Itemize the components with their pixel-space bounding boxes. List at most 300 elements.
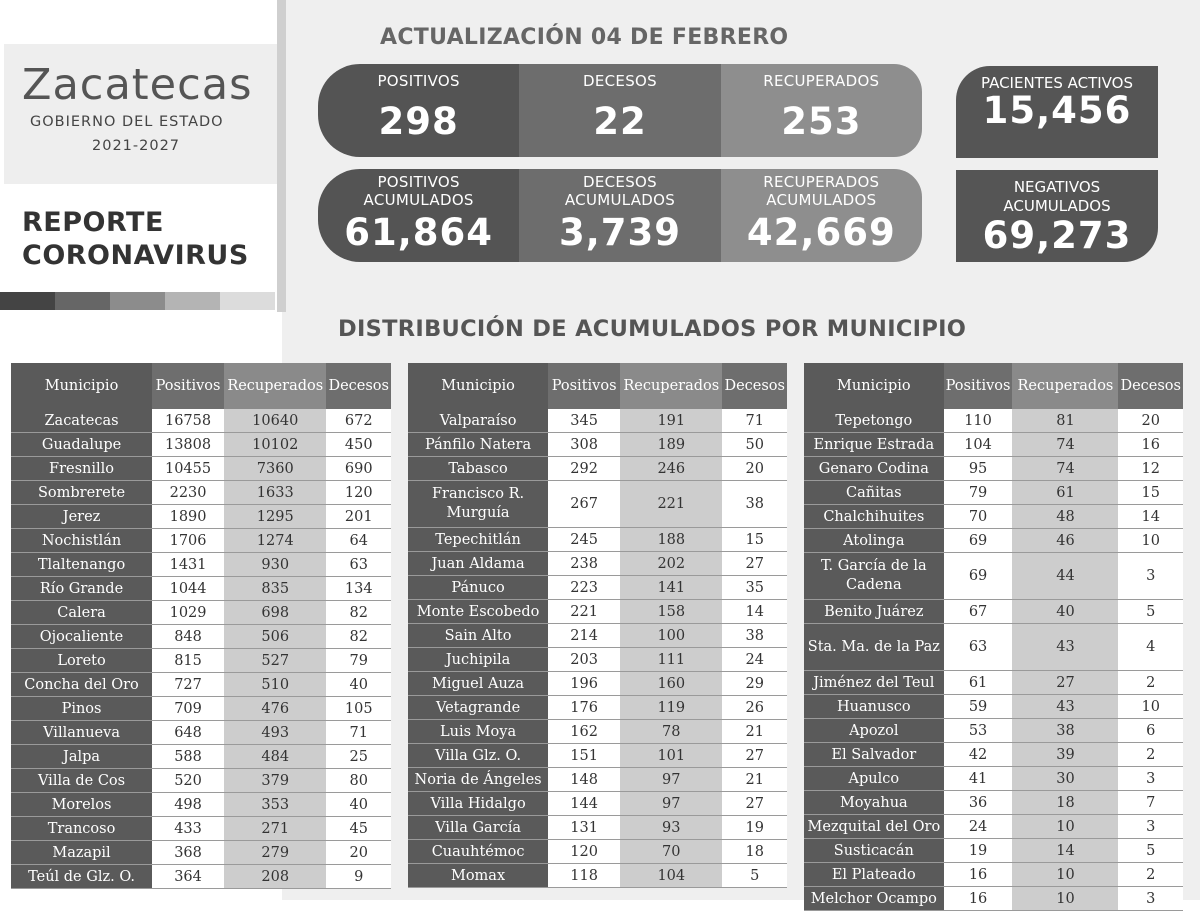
table-cell: 267 xyxy=(548,481,620,528)
table-cell: 40 xyxy=(1012,600,1118,624)
table-cell: 20 xyxy=(326,841,391,865)
table-row xyxy=(408,696,787,720)
table-cell: Enrique Estrada xyxy=(804,433,944,457)
label-line: DECESOS xyxy=(583,173,657,191)
table-cell: Morelos xyxy=(11,793,152,817)
table-cell: 2 xyxy=(1118,671,1183,695)
table-row xyxy=(408,624,787,648)
table-row xyxy=(804,553,1183,600)
table-cell: 131 xyxy=(548,816,620,840)
table-cell: Juchipila xyxy=(408,648,548,672)
table-cell: 12 xyxy=(1118,457,1183,481)
table-cell: 476 xyxy=(224,697,326,721)
table-cell: 45 xyxy=(326,817,391,841)
table-cell: 42 xyxy=(944,743,1013,767)
table-header-row xyxy=(804,363,1183,409)
table-cell: Momax xyxy=(408,864,548,888)
table-cell: 148 xyxy=(548,768,620,792)
table-cell: 13808 xyxy=(152,433,224,457)
column-header: Positivos xyxy=(152,363,224,409)
column-header: Recuperados xyxy=(224,363,326,409)
table-cell: 24 xyxy=(722,648,787,672)
table-row xyxy=(408,457,787,481)
table-cell: 930 xyxy=(224,553,326,577)
table-cell: 10 xyxy=(1012,815,1118,839)
table-cell: 38 xyxy=(1012,719,1118,743)
table-cell: 690 xyxy=(326,457,391,481)
table-cell: 40 xyxy=(326,673,391,697)
table-cell: 10 xyxy=(1012,863,1118,887)
table-cell: 246 xyxy=(620,457,722,481)
table-cell: 160 xyxy=(620,672,722,696)
table-cell: 70 xyxy=(944,505,1013,529)
table-row xyxy=(804,767,1183,791)
column-header: Positivos xyxy=(944,363,1013,409)
table-cell: 353 xyxy=(224,793,326,817)
table-row xyxy=(11,865,391,889)
table-cell: 100 xyxy=(620,624,722,648)
table-cell: 271 xyxy=(224,817,326,841)
accumulated-deaths-label xyxy=(519,173,720,209)
table-cell: 3 xyxy=(1118,887,1183,911)
table-row xyxy=(11,409,391,433)
table-cell: Benito Juárez xyxy=(804,600,944,624)
column-header: Recuperados xyxy=(1012,363,1118,409)
table-cell: Tepechitlán xyxy=(408,528,548,552)
negatives-label xyxy=(956,178,1158,216)
accumulated-positive-label xyxy=(318,173,519,209)
color-stripe xyxy=(165,292,220,310)
table-cell: Jerez xyxy=(11,505,152,529)
table-cell: T. García de la Cadena xyxy=(804,553,944,600)
table-cell: Miguel Auza xyxy=(408,672,548,696)
table-cell: Trancoso xyxy=(11,817,152,841)
table-cell: 29 xyxy=(722,672,787,696)
table-row xyxy=(11,625,391,649)
table-cell: 82 xyxy=(326,625,391,649)
table-cell: 16 xyxy=(944,863,1013,887)
table-cell: 35 xyxy=(722,576,787,600)
table-cell: 221 xyxy=(548,600,620,624)
table-row xyxy=(408,816,787,840)
table-cell: 38 xyxy=(722,481,787,528)
table-cell: 74 xyxy=(1012,433,1118,457)
label-line: ACUMULADOS xyxy=(1003,197,1111,215)
table-cell: Chalchihuites xyxy=(804,505,944,529)
table-cell: Nochistlán xyxy=(11,529,152,553)
label-line: NEGATIVOS xyxy=(1013,178,1101,196)
table-cell: 151 xyxy=(548,744,620,768)
table-cell: Francisco R. Murguía xyxy=(408,481,548,528)
table-row xyxy=(804,529,1183,553)
table-header-row xyxy=(408,363,787,409)
table-row xyxy=(11,769,391,793)
table-cell: 79 xyxy=(326,649,391,673)
label-line: POSITIVOS xyxy=(377,173,460,191)
table-cell: Villa García xyxy=(408,816,548,840)
table-row xyxy=(408,600,787,624)
table-header-row xyxy=(11,363,391,409)
table-cell: 4 xyxy=(1118,624,1183,671)
table-cell: 25 xyxy=(326,745,391,769)
table-cell: 196 xyxy=(548,672,620,696)
table-cell: 238 xyxy=(548,552,620,576)
report-title-line1: REPORTE xyxy=(22,207,164,238)
table-cell: 27 xyxy=(722,552,787,576)
table-cell: 27 xyxy=(1012,671,1118,695)
table-cell: 203 xyxy=(548,648,620,672)
table-cell: 10 xyxy=(1118,529,1183,553)
government-label: GOBIERNO DEL ESTADO xyxy=(30,114,224,130)
table-row xyxy=(11,457,391,481)
table-row xyxy=(408,433,787,457)
table-cell: 104 xyxy=(944,433,1013,457)
daily-positive-value: 298 xyxy=(378,100,459,143)
table-cell: 10 xyxy=(1118,695,1183,719)
table-cell: Villa Glz. O. xyxy=(408,744,548,768)
active-patients-value: 15,456 xyxy=(982,89,1132,132)
table-cell: Apulco xyxy=(804,767,944,791)
table-cell: El Plateado xyxy=(804,863,944,887)
table-cell: 1295 xyxy=(224,505,326,529)
table-cell: Jiménez del Teul xyxy=(804,671,944,695)
table-cell: Villa Hidalgo xyxy=(408,792,548,816)
table-cell: Zacatecas xyxy=(11,409,152,433)
table-cell: 201 xyxy=(326,505,391,529)
table-cell: Luis Moya xyxy=(408,720,548,744)
table-cell: 162 xyxy=(548,720,620,744)
table-cell: 24 xyxy=(944,815,1013,839)
table-cell: 588 xyxy=(152,745,224,769)
table-row xyxy=(804,719,1183,743)
table-cell: 44 xyxy=(1012,553,1118,600)
table-row xyxy=(11,817,391,841)
table-cell: Guadalupe xyxy=(11,433,152,457)
table-row xyxy=(804,815,1183,839)
table-cell: 61 xyxy=(944,671,1013,695)
table-cell: 105 xyxy=(326,697,391,721)
table-cell: Tlaltenango xyxy=(11,553,152,577)
table-cell: El Salvador xyxy=(804,743,944,767)
table-cell: 1706 xyxy=(152,529,224,553)
table-cell: 510 xyxy=(224,673,326,697)
table-row xyxy=(408,744,787,768)
table-row xyxy=(804,600,1183,624)
table-cell: Concha del Oro xyxy=(11,673,152,697)
table-cell: 484 xyxy=(224,745,326,769)
column-header: Municipio xyxy=(11,363,152,409)
table-cell: 709 xyxy=(152,697,224,721)
report-title-line2: CORONAVIRUS xyxy=(22,240,249,271)
color-stripes xyxy=(0,292,275,310)
table-cell: 71 xyxy=(326,721,391,745)
table-cell: 134 xyxy=(326,577,391,601)
column-header: Decesos xyxy=(1118,363,1183,409)
table-cell: Villa de Cos xyxy=(11,769,152,793)
table-cell: Huanusco xyxy=(804,695,944,719)
active-patients-box xyxy=(956,66,1158,158)
municipality-table-1 xyxy=(11,363,391,889)
table-cell: 101 xyxy=(620,744,722,768)
table-row xyxy=(11,577,391,601)
table-cell: 43 xyxy=(1012,624,1118,671)
table-cell: 74 xyxy=(1012,457,1118,481)
table-row xyxy=(804,505,1183,529)
table-cell: 1044 xyxy=(152,577,224,601)
table-cell: 26 xyxy=(722,696,787,720)
table-row xyxy=(804,481,1183,505)
table-cell: 63 xyxy=(326,553,391,577)
table-cell: 189 xyxy=(620,433,722,457)
accumulated-summary xyxy=(318,169,922,262)
table-row xyxy=(408,768,787,792)
table-cell: 223 xyxy=(548,576,620,600)
table-cell: Loreto xyxy=(11,649,152,673)
table-cell: 191 xyxy=(620,409,722,433)
table-row xyxy=(11,697,391,721)
table-row xyxy=(408,648,787,672)
table-cell: 345 xyxy=(548,409,620,433)
column-header: Municipio xyxy=(408,363,548,409)
table-cell: 40 xyxy=(326,793,391,817)
table-cell: 727 xyxy=(152,673,224,697)
accumulated-deaths xyxy=(519,169,720,262)
table-cell: 2 xyxy=(1118,743,1183,767)
table-cell: 835 xyxy=(224,577,326,601)
table-cell: Calera xyxy=(11,601,152,625)
accumulated-recovered-label xyxy=(721,173,922,209)
update-date: ACTUALIZACIÓN 04 DE FEBRERO xyxy=(380,25,789,50)
table-cell: 43 xyxy=(1012,695,1118,719)
table-row xyxy=(11,601,391,625)
table-cell: Tabasco xyxy=(408,457,548,481)
table-cell: 214 xyxy=(548,624,620,648)
table-row xyxy=(804,433,1183,457)
table-cell: 433 xyxy=(152,817,224,841)
table-cell: 27 xyxy=(722,792,787,816)
negatives-box xyxy=(956,170,1158,262)
table-cell: Susticacán xyxy=(804,839,944,863)
report-title xyxy=(22,206,249,272)
table-cell: 7 xyxy=(1118,791,1183,815)
table-cell: Vetagrande xyxy=(408,696,548,720)
table-cell: 16 xyxy=(944,887,1013,911)
period-label: 2021-2027 xyxy=(92,138,181,154)
table-row xyxy=(11,673,391,697)
table-row xyxy=(408,528,787,552)
table-cell: 48 xyxy=(1012,505,1118,529)
table-row xyxy=(408,792,787,816)
color-stripe xyxy=(110,292,165,310)
table-cell: 158 xyxy=(620,600,722,624)
table-cell: 221 xyxy=(620,481,722,528)
table-cell: Moyahua xyxy=(804,791,944,815)
table-cell: 15 xyxy=(1118,481,1183,505)
table-cell: 93 xyxy=(620,816,722,840)
table-cell: 527 xyxy=(224,649,326,673)
table-cell: 95 xyxy=(944,457,1013,481)
table-cell: 10 xyxy=(1012,887,1118,911)
table-cell: 50 xyxy=(722,433,787,457)
daily-positive xyxy=(318,64,519,157)
table-cell: 848 xyxy=(152,625,224,649)
table-cell: 46 xyxy=(1012,529,1118,553)
column-header: Recuperados xyxy=(620,363,722,409)
table-cell: 97 xyxy=(620,768,722,792)
table-cell: 368 xyxy=(152,841,224,865)
table-cell: 59 xyxy=(944,695,1013,719)
table-cell: Melchor Ocampo xyxy=(804,887,944,911)
table-cell: Apozol xyxy=(804,719,944,743)
table-cell: 202 xyxy=(620,552,722,576)
column-header: Municipio xyxy=(804,363,944,409)
table-cell: Mezquital del Oro xyxy=(804,815,944,839)
table-cell: Pánfilo Natera xyxy=(408,433,548,457)
active-patients-label: PACIENTES ACTIVOS xyxy=(981,74,1133,92)
table-cell: 5 xyxy=(722,864,787,888)
table-cell: 648 xyxy=(152,721,224,745)
table-cell: Fresnillo xyxy=(11,457,152,481)
table-cell: Sta. Ma. de la Paz xyxy=(804,624,944,671)
table-cell: 2230 xyxy=(152,481,224,505)
table-row xyxy=(408,576,787,600)
table-row xyxy=(11,793,391,817)
daily-deaths-value: 22 xyxy=(593,100,647,143)
accumulated-recovered-value: 42,669 xyxy=(746,211,896,254)
table-cell: Cuauhtémoc xyxy=(408,840,548,864)
table-cell: 5 xyxy=(1118,600,1183,624)
table-row xyxy=(804,671,1183,695)
table-cell: 16758 xyxy=(152,409,224,433)
table-cell: 279 xyxy=(224,841,326,865)
daily-recovered-value: 253 xyxy=(781,100,862,143)
table-cell: 2 xyxy=(1118,863,1183,887)
table-cell: 20 xyxy=(1118,409,1183,433)
table-cell: 3 xyxy=(1118,553,1183,600)
table-cell: Sain Alto xyxy=(408,624,548,648)
column-header: Positivos xyxy=(548,363,620,409)
table-row xyxy=(804,863,1183,887)
table-row xyxy=(408,840,787,864)
distribution-title: DISTRIBUCIÓN DE ACUMULADOS POR MUNICIPIO xyxy=(338,316,967,342)
table-cell: 118 xyxy=(548,864,620,888)
table-cell: 81 xyxy=(1012,409,1118,433)
accumulated-positive xyxy=(318,169,519,262)
table-cell: Pinos xyxy=(11,697,152,721)
table-row xyxy=(11,529,391,553)
table-cell: Juan Aldama xyxy=(408,552,548,576)
table-cell: 63 xyxy=(944,624,1013,671)
column-header: Decesos xyxy=(326,363,391,409)
table-cell: Noria de Ángeles xyxy=(408,768,548,792)
table-cell: 53 xyxy=(944,719,1013,743)
table-cell: Mazapil xyxy=(11,841,152,865)
table-row xyxy=(804,624,1183,671)
table-cell: 7360 xyxy=(224,457,326,481)
table-cell: 15 xyxy=(722,528,787,552)
table-cell: 120 xyxy=(326,481,391,505)
table-cell: 18 xyxy=(1012,791,1118,815)
table-cell: 70 xyxy=(620,840,722,864)
table-row xyxy=(11,553,391,577)
color-stripe xyxy=(0,292,55,310)
table-row xyxy=(408,864,787,888)
table-cell: 10455 xyxy=(152,457,224,481)
table-cell: 698 xyxy=(224,601,326,625)
table-cell: 64 xyxy=(326,529,391,553)
table-cell: 3 xyxy=(1118,815,1183,839)
table-row xyxy=(408,481,787,528)
table-cell: 39 xyxy=(1012,743,1118,767)
table-cell: 6 xyxy=(1118,719,1183,743)
table-cell: Sombrerete xyxy=(11,481,152,505)
table-cell: 119 xyxy=(620,696,722,720)
table-row xyxy=(804,839,1183,863)
table-cell: 21 xyxy=(722,720,787,744)
table-cell: 30 xyxy=(1012,767,1118,791)
table-cell: 111 xyxy=(620,648,722,672)
table-cell: 14 xyxy=(1118,505,1183,529)
table-cell: 69 xyxy=(944,553,1013,600)
table-row xyxy=(408,409,787,433)
table-cell: 141 xyxy=(620,576,722,600)
table-row xyxy=(408,552,787,576)
table-cell: 82 xyxy=(326,601,391,625)
daily-deaths-label: DECESOS xyxy=(583,72,657,90)
table-cell: 176 xyxy=(548,696,620,720)
table-cell: 1274 xyxy=(224,529,326,553)
municipality-table-2 xyxy=(408,363,787,888)
label-line: ACUMULADOS xyxy=(564,191,676,209)
table-cell: 104 xyxy=(620,864,722,888)
table-cell: 120 xyxy=(548,840,620,864)
table-cell: 18 xyxy=(722,840,787,864)
accumulated-deaths-value: 3,739 xyxy=(558,211,682,254)
table-cell: 208 xyxy=(224,865,326,889)
table-cell: Jalpa xyxy=(11,745,152,769)
column-header: Decesos xyxy=(722,363,787,409)
table-cell: Pánuco xyxy=(408,576,548,600)
municipality-table-3 xyxy=(804,363,1183,911)
table-cell: 672 xyxy=(326,409,391,433)
table-row xyxy=(11,505,391,529)
table-cell: 38 xyxy=(722,624,787,648)
table-cell: 67 xyxy=(944,600,1013,624)
table-cell: Cañitas xyxy=(804,481,944,505)
table-cell: Tepetongo xyxy=(804,409,944,433)
table-cell: 80 xyxy=(326,769,391,793)
table-cell: Genaro Codina xyxy=(804,457,944,481)
table-cell: 506 xyxy=(224,625,326,649)
table-row xyxy=(11,649,391,673)
brand-logo: Zacatecas xyxy=(22,60,253,110)
table-cell: 308 xyxy=(548,433,620,457)
table-cell: 493 xyxy=(224,721,326,745)
daily-summary xyxy=(318,64,922,157)
negatives-value: 69,273 xyxy=(982,214,1132,257)
table-cell: 379 xyxy=(224,769,326,793)
table-cell: Río Grande xyxy=(11,577,152,601)
table-cell: 144 xyxy=(548,792,620,816)
table-row xyxy=(804,457,1183,481)
table-cell: 69 xyxy=(944,529,1013,553)
table-cell: 79 xyxy=(944,481,1013,505)
table-cell: 71 xyxy=(722,409,787,433)
daily-recovered xyxy=(721,64,922,157)
table-cell: 78 xyxy=(620,720,722,744)
table-cell: 36 xyxy=(944,791,1013,815)
table-row xyxy=(11,721,391,745)
